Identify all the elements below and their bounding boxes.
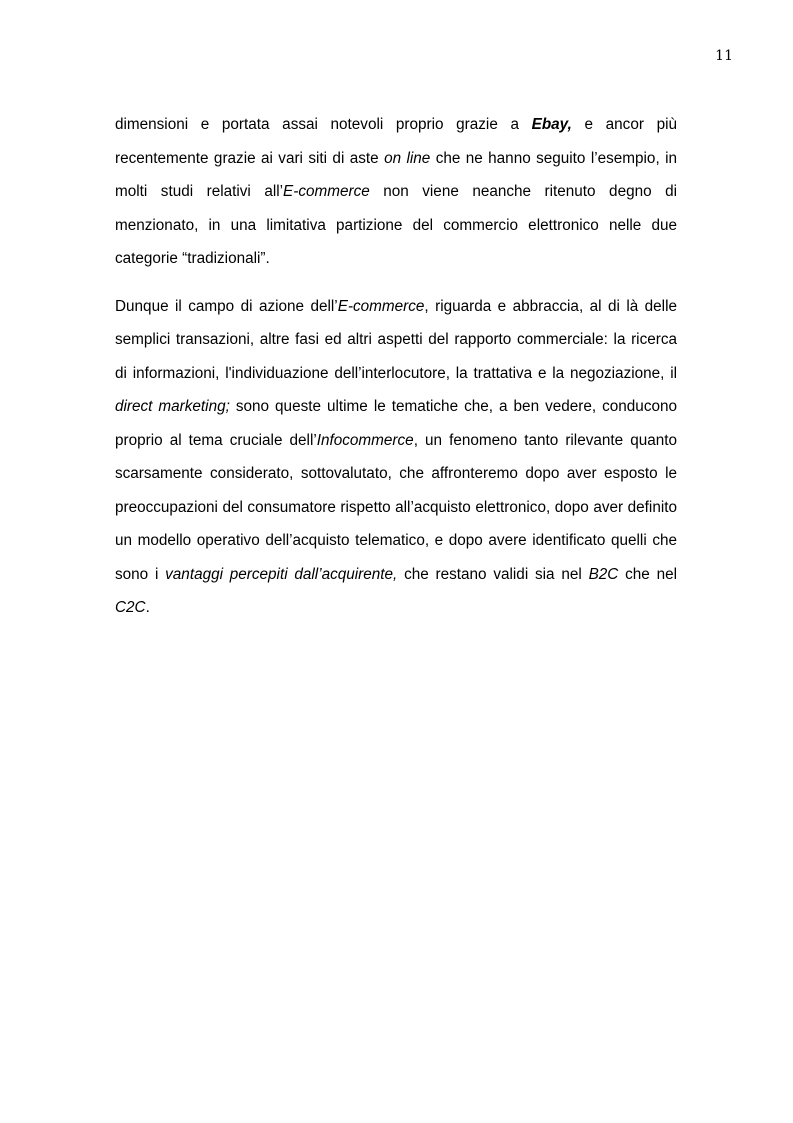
emphasis-direct-marketing: direct marketing;: [115, 398, 230, 415]
paragraph-2: [115, 290, 677, 625]
text-run: non viene neanche ritenuto degno di menzionato, in una limitativa partizione del commercio elettronico nelle due categorie “tradizionali”.: [115, 183, 678, 267]
text-run: che restano validi sia nel: [397, 565, 589, 583]
text-run: che ne hanno seguito l’esempio, in molti studi relativi all’: [115, 149, 677, 200]
emphasis-ebay: Ebay,: [531, 116, 572, 133]
emphasis-on-line: on line: [384, 149, 431, 167]
text-run: e ancor più recentemente grazie ai vari siti di aste: [115, 116, 677, 167]
emphasis-infocommerce: Infocommerce: [316, 431, 414, 449]
page-number: 11: [715, 48, 733, 64]
text-run: sono queste ultime le tematiche che, a ben vedere, conducono proprio al tema cruciale dell’: [115, 398, 677, 449]
text-run: .: [145, 599, 150, 616]
emphasis-b2c: B2C: [588, 565, 619, 583]
paragraph-1: [115, 108, 677, 276]
text-run: che nel: [618, 565, 677, 583]
emphasis-c2c: C2C: [115, 599, 146, 616]
emphasis-e-commerce: E-commerce: [337, 297, 425, 315]
emphasis-e-commerce: E-commerce: [283, 183, 370, 200]
text-run: , un fenomeno tanto rilevante quanto scarsamente considerato, sottovalutato, che affronteremo dopo aver esposto le preoccupazioni del consumatore rispetto all’acquisto elettronico, dopo aver definito un modello operativo dell’acquisto telematico, e dopo avere identificato quelli che sono i: [115, 431, 677, 583]
emphasis-vantaggi-percepiti: vantaggi percepiti dall’acquirente,: [165, 565, 398, 583]
text-run: , riguarda e abbraccia, al di là delle semplici transazioni, altre fasi ed altri aspetti del rapporto commerciale: la ricerca di informazioni, l'individuazione dell’interlocutore, la trattativa e la negoziazione, il: [115, 297, 677, 382]
text-run: dimensioni e portata assai notevoli proprio grazie a: [115, 116, 532, 133]
document-body: [115, 108, 677, 625]
text-run: Dunque il campo di azione dell’: [115, 297, 338, 315]
